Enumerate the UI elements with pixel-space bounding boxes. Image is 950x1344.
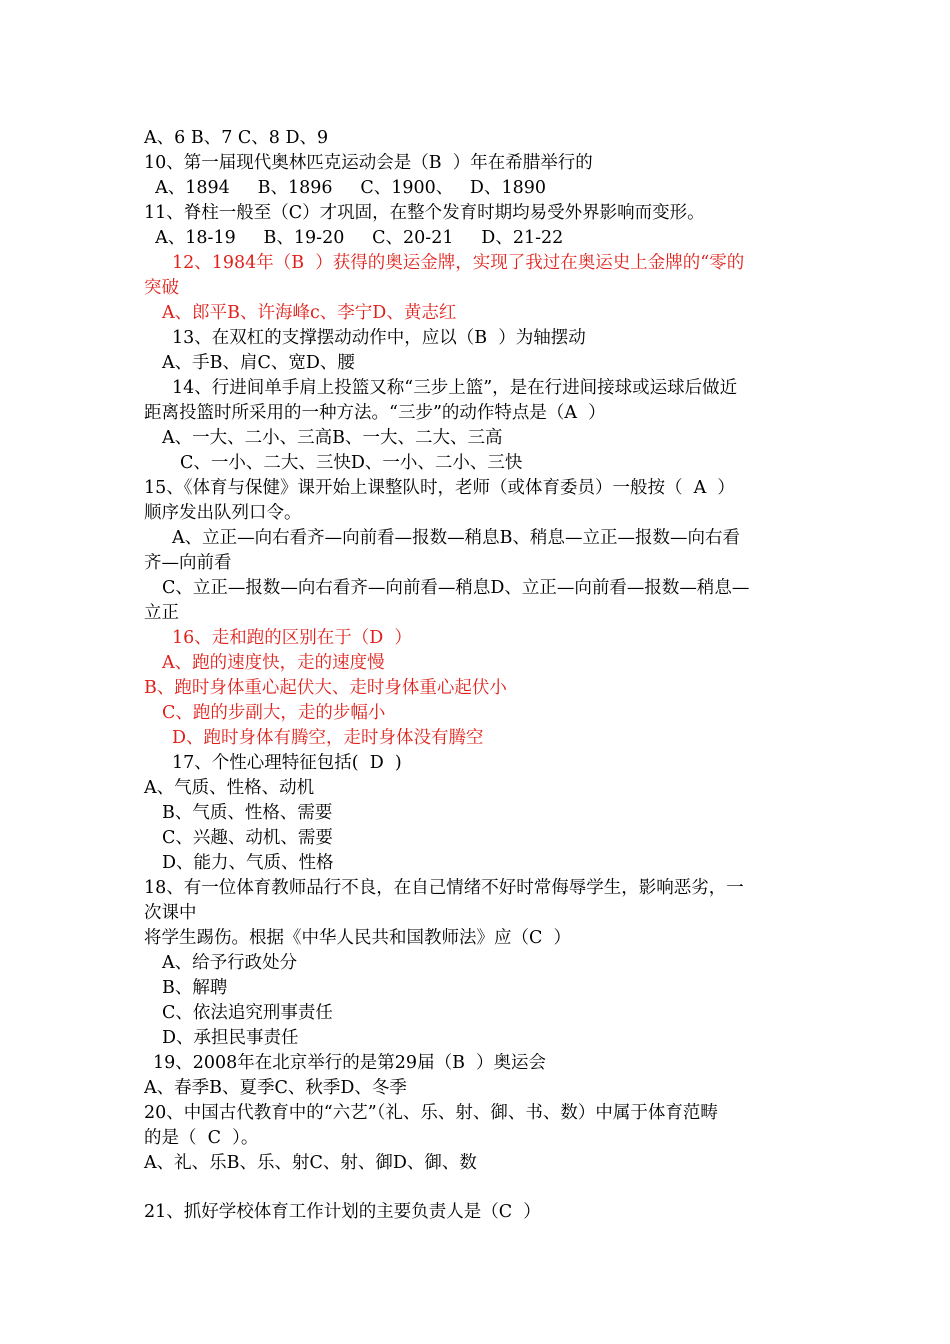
question-18-continued: 次课中 <box>144 903 197 923</box>
option-q18-d: D、承担民事责任 <box>162 1028 299 1048</box>
option-q17-d: D、能力、气质、性格 <box>162 853 334 873</box>
option-q16-a: A、跑的速度快，走的速度慢 <box>162 653 385 673</box>
option-q16-b: B、跑时身体重心起伏大、走时身体重心起伏小 <box>144 678 507 698</box>
question-16: 16、走和跑的区别在于（D ） <box>172 628 412 648</box>
options-q15-cd-continued: 立正 <box>144 603 179 623</box>
question-10: 10、第一届现代奥林匹克运动会是（B ）年在希腊举行的 <box>144 153 593 173</box>
question-21: 21、抓好学校体育工作计划的主要负责人是（C ） <box>144 1202 541 1222</box>
option-q16-d: D、跑时身体有腾空，走时身体没有腾空 <box>172 728 484 748</box>
option-q18-a: A、给予行政处分 <box>162 953 298 973</box>
option-q18-b: B、解聘 <box>162 978 228 998</box>
question-12: 12、1984年（B ）获得的奥运金牌，实现了我过在奥运史上金牌的“零的 <box>172 253 745 273</box>
question-20: 20、中国古代教育中的“六艺”（礼、乐、射、御、书、数）中属于体育范畴 <box>144 1103 718 1123</box>
option-q17-c: C、兴趣、动机、需要 <box>162 828 333 848</box>
options-q20: A、礼、乐B、乐、射C、射、御D、御、数 <box>144 1153 477 1173</box>
option-q16-c: C、跑的步副大，走的步幅小 <box>162 703 386 723</box>
question-15: 15、《体育与保健》课开始上课整队时，老师（或体育委员）一般按（ A ） <box>144 478 735 498</box>
options-q13: A、手B、肩C、宽D、腰 <box>162 353 355 373</box>
options-q19: A、春季B、夏季C、秋季D、冬季 <box>144 1078 407 1098</box>
question-13: 13、在双杠的支撑摆动动作中，应以（B ）为轴摆动 <box>172 328 586 348</box>
option-line-q9: A、6 B、7 C、8 D、9 <box>144 128 329 148</box>
question-11: 11、脊柱一般至（C）才巩固，在整个发育时期均易受外界影响而变形。 <box>144 203 705 223</box>
options-q15-ab-continued: 齐—向前看 <box>144 553 232 573</box>
options-q10: A、1894 B、1896 C、1900、 D、1890 <box>144 178 547 198</box>
options-q15-ab: A、立正—向右看齐—向前看—报数—稍息B、稍息—立正—报数—向右看 <box>172 528 740 548</box>
options-q14-cd: C、一小、二大、三快D、一小、二小、三快 <box>180 453 523 473</box>
question-18-continued-2: 将学生踢伤。根据《中华人民共和国教师法》应（C ） <box>144 928 572 948</box>
option-q18-c: C、依法追究刑事责任 <box>162 1003 333 1023</box>
question-14-continued: 距离投篮时所采用的一种方法。“三步”的动作特点是（A ） <box>144 403 606 423</box>
options-q11: A、18-19 B、19-20 C、20-21 D、21-22 <box>144 228 564 248</box>
options-q12: A、郎平B、许海峰c、李宁D、黄志红 <box>162 303 457 323</box>
question-17: 17、个性心理特征包括( D ) <box>172 753 402 773</box>
question-12-continued: 突破 <box>144 278 179 298</box>
options-q15-cd: C、立正—报数—向右看齐—向前看—稍息D、立正—向前看—报数—稍息— <box>162 578 750 598</box>
options-q14-ab: A、一大、二小、三高B、一大、二大、三高 <box>162 428 503 448</box>
question-18: 18、有一位体育教师品行不良，在自己情绪不好时常侮辱学生，影响恶劣，一 <box>144 878 744 898</box>
option-q17-a: A、气质、性格、动机 <box>144 778 315 798</box>
question-19: 19、2008年在北京举行的是第29届（B ）奥运会 <box>153 1053 547 1073</box>
question-14: 14、行进间单手肩上投篮又称“三步上篮”，是在行进间接球或运球后做近 <box>172 378 738 398</box>
question-15-continued: 顺序发出队列口令。 <box>144 503 302 523</box>
question-20-continued: 的是（ C ）。 <box>144 1128 259 1148</box>
option-q17-b: B、气质、性格、需要 <box>162 803 333 823</box>
